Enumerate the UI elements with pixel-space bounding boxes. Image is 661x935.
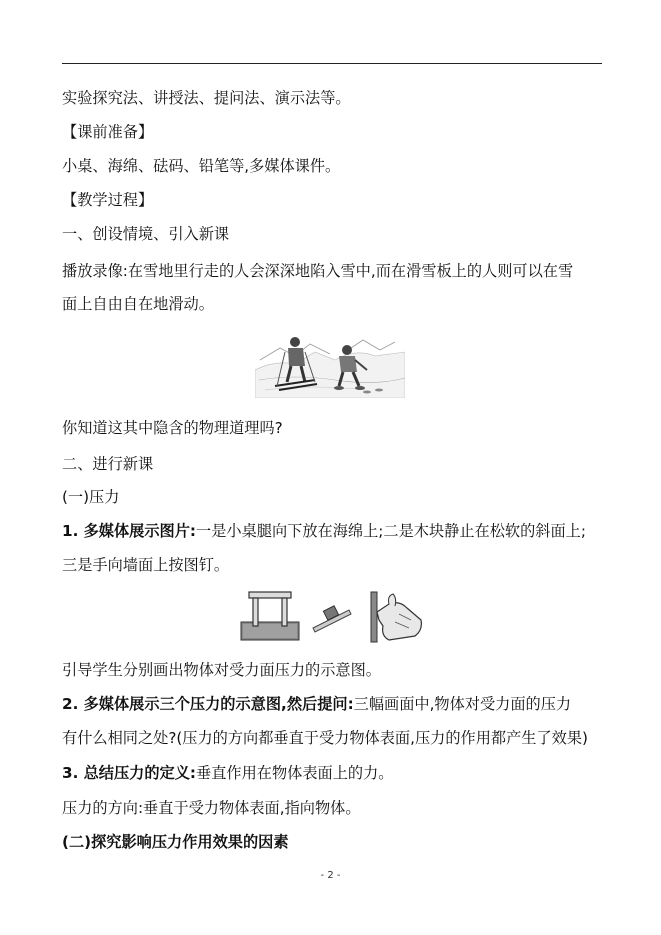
- section-heading-preparation: 【课前准备】: [62, 123, 154, 141]
- text-line-materials: 小桌、海绵、砝码、铅笔等,多媒体课件。: [62, 157, 341, 175]
- text-line-item-2-cont: 有什么相同之处?(压力的方向都垂直于受力物体表面,压力的作用都产生了效果): [62, 729, 588, 747]
- text-line-item-1-cont: 三是手向墙面上按图钉。: [62, 556, 230, 574]
- subheading-factors: (二)探究影响压力作用效果的因素: [62, 833, 289, 851]
- text-line-methods: 实验探究法、讲授法、提问法、演示法等。: [62, 89, 351, 107]
- item-1-label: 1. 多媒体展示图片:: [62, 522, 197, 540]
- subheading-new-lesson: 二、进行新课: [62, 455, 154, 473]
- item-1-text: 一是小桌腿向下放在海绵上;二是木块静止在松软的斜面上;: [196, 522, 586, 540]
- text-line-guide: 引导学生分别画出物体对受力面压力的示意图。: [62, 661, 381, 679]
- item-3-label: 3. 总结压力的定义:: [62, 764, 197, 782]
- subheading-intro: 一、创设情境、引入新课: [62, 225, 230, 243]
- skiing-illustration: [255, 330, 405, 398]
- text-line-item-2: [62, 694, 607, 714]
- section-heading-process: 【教学过程】: [62, 191, 154, 209]
- text-line-video-1: 播放录像:在雪地里行走的人会深深地陷入雪中,而在滑雪板上的人则可以在雪: [62, 262, 574, 280]
- item-2-text: 三幅画面中,物体对受力面的压力: [353, 695, 572, 713]
- header-rule: [62, 63, 602, 64]
- item-3-text: 垂直作用在物体表面上的力。: [196, 764, 394, 782]
- text-line-item-1: [62, 521, 607, 541]
- page-number: - 2 -: [320, 870, 341, 881]
- pressure-examples-illustration: [239, 590, 424, 644]
- item-2-label: 2. 多媒体展示三个压力的示意图,然后提问:: [62, 695, 354, 713]
- text-line-direction: 压力的方向:垂直于受力物体表面,指向物体。: [62, 799, 361, 817]
- text-line-item-3: [62, 763, 607, 783]
- text-line-video-2: 面上自由自在地滑动。: [62, 295, 214, 313]
- subheading-pressure: (一)压力: [62, 488, 120, 506]
- text-line-question: 你知道这其中隐含的物理道理吗?: [62, 419, 283, 437]
